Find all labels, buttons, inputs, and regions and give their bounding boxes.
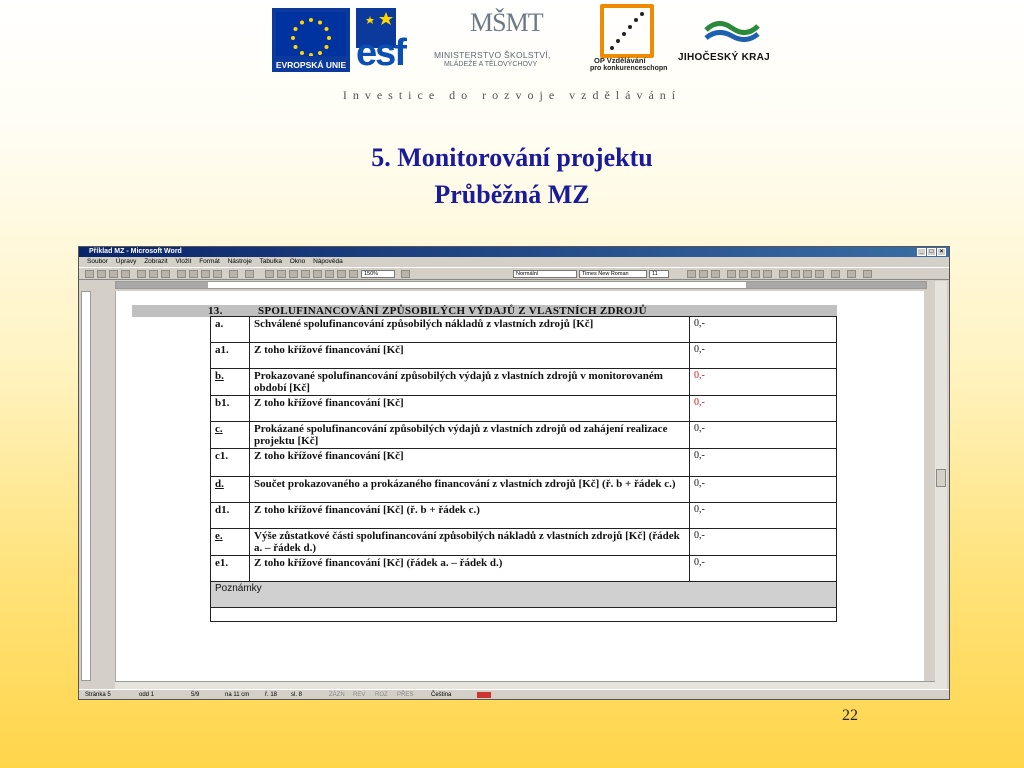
status-pres[interactable]: PŘES bbox=[397, 692, 414, 698]
format-painter-icon[interactable] bbox=[213, 270, 222, 278]
msmt-mark: MŠMT bbox=[470, 8, 543, 37]
doc-map-icon[interactable] bbox=[337, 270, 346, 278]
menu-bar bbox=[79, 257, 949, 267]
row-code: d. bbox=[211, 477, 250, 503]
undo-icon[interactable] bbox=[229, 270, 238, 278]
table-row bbox=[211, 369, 837, 396]
status-rev[interactable]: REV bbox=[353, 692, 366, 698]
row-code: b. bbox=[211, 369, 250, 396]
tables-icon[interactable] bbox=[277, 270, 286, 278]
close-icon[interactable]: × bbox=[937, 248, 946, 256]
row-code: e1. bbox=[211, 556, 250, 582]
eu-logo bbox=[272, 8, 350, 72]
font-select[interactable]: Times New Roman bbox=[579, 270, 647, 278]
status-language: Čeština bbox=[431, 692, 452, 698]
table-row bbox=[211, 556, 837, 582]
table-row bbox=[211, 317, 837, 343]
row-label: Schválené spolufinancování způsobilých nákladů z vlastních zdrojů [Kč] bbox=[250, 317, 690, 343]
slide-title: 5. Monitorování projektu bbox=[371, 143, 653, 172]
slide-subtitle: Průběžná MZ bbox=[434, 180, 590, 209]
eu-caption: EVROPSKÁ UNIE bbox=[275, 60, 347, 70]
paste-icon[interactable] bbox=[201, 270, 210, 278]
font-color-icon[interactable] bbox=[863, 270, 872, 278]
numbering-icon[interactable] bbox=[779, 270, 788, 278]
print-icon[interactable] bbox=[137, 270, 146, 278]
style-select[interactable]: Normální bbox=[513, 270, 577, 278]
row-value[interactable]: 0,- bbox=[690, 369, 837, 396]
financing-table bbox=[210, 316, 837, 622]
preview-icon[interactable] bbox=[149, 270, 158, 278]
menu-nastroje[interactable]: Nástroje bbox=[227, 258, 252, 265]
toolbar bbox=[79, 267, 949, 280]
table-row bbox=[211, 396, 837, 422]
status-section: odd 1 bbox=[139, 692, 155, 698]
excel-icon[interactable] bbox=[301, 270, 310, 278]
menu-format[interactable]: Formát bbox=[199, 258, 220, 265]
redo-icon[interactable] bbox=[245, 270, 254, 278]
section-number: 13. bbox=[208, 305, 223, 317]
tagline: Investice do rozvoje vzdělávání bbox=[342, 88, 682, 102]
vertical-scrollbar[interactable] bbox=[935, 281, 947, 689]
esf-logo bbox=[356, 8, 430, 72]
op-line1: OP Vzdělávání bbox=[594, 56, 646, 65]
page-number: 22 bbox=[842, 707, 858, 724]
row-code: c. bbox=[211, 422, 250, 449]
table-row bbox=[211, 422, 837, 449]
pilcrow-icon[interactable] bbox=[349, 270, 358, 278]
email-icon[interactable] bbox=[121, 270, 130, 278]
indent-icon[interactable] bbox=[815, 270, 824, 278]
open-icon[interactable] bbox=[97, 270, 106, 278]
msmt-line1: MINISTERSTVO ŠKOLSTVÍ, bbox=[434, 50, 551, 60]
row-label: Prokázané spolufinancování způsobilých výdajů z vlastních zdrojů od zahájení realizace projektu [Kč] bbox=[250, 422, 690, 449]
columns-icon[interactable] bbox=[313, 270, 322, 278]
row-value[interactable]: 0,- bbox=[690, 529, 837, 556]
table-row bbox=[211, 343, 837, 369]
underline-icon[interactable] bbox=[711, 270, 720, 278]
menu-vlozit[interactable]: Vložit bbox=[175, 258, 192, 265]
border-icon[interactable] bbox=[831, 270, 840, 278]
insert-table-icon[interactable] bbox=[289, 270, 298, 278]
eu-flag-icon bbox=[276, 12, 346, 56]
menu-zobrazit[interactable]: Zobrazit bbox=[144, 258, 168, 265]
table-row bbox=[211, 503, 837, 529]
notes-empty-row bbox=[211, 608, 837, 622]
row-label: Výše zůstatkové části spolufinancování způsobilých nákladů z vlastních zdrojů [Kč] (řádek a. – řádek d.) bbox=[250, 529, 690, 556]
msmt-logo bbox=[434, 8, 566, 72]
row-label: Z toho křížové financování [Kč] bbox=[250, 449, 690, 477]
minimize-icon[interactable]: _ bbox=[917, 248, 926, 256]
bold-icon[interactable] bbox=[687, 270, 696, 278]
vertical-ruler[interactable] bbox=[81, 291, 91, 681]
kraj-name: JIHOČESKÝ KRAJ bbox=[678, 52, 770, 63]
status-bar bbox=[79, 689, 949, 700]
row-value[interactable]: 0,- bbox=[690, 422, 837, 449]
status-rec[interactable]: ZÁZN bbox=[329, 692, 345, 698]
row-code: d1. bbox=[211, 503, 250, 529]
new-doc-icon[interactable] bbox=[85, 270, 94, 278]
menu-okno[interactable]: Okno bbox=[289, 258, 306, 265]
horizontal-ruler[interactable] bbox=[115, 281, 927, 289]
maximize-icon[interactable]: □ bbox=[927, 248, 936, 256]
status-position: na 11 cm bbox=[225, 692, 250, 698]
row-label: Z toho křížové financování [Kč] (ř. b + řádek c.) bbox=[250, 503, 690, 529]
align-center-icon[interactable] bbox=[739, 270, 748, 278]
row-code: e. bbox=[211, 529, 250, 556]
row-code: a. bbox=[211, 317, 250, 343]
spelling-status-icon[interactable] bbox=[477, 692, 491, 698]
window-title: Příklad MZ - Microsoft Word bbox=[89, 248, 182, 255]
save-icon[interactable] bbox=[109, 270, 118, 278]
row-label: Z toho křížové financování [Kč] bbox=[250, 396, 690, 422]
row-label: Z toho křížové financování [Kč] (řádek a. – řádek d.) bbox=[250, 556, 690, 582]
align-right-icon[interactable] bbox=[751, 270, 760, 278]
menu-napoveda[interactable]: Nápověda bbox=[313, 258, 343, 265]
drawing-icon[interactable] bbox=[325, 270, 334, 278]
op-logo bbox=[590, 4, 668, 76]
status-roz[interactable]: ROZ bbox=[375, 692, 388, 698]
row-label: Součet prokazovaného a prokázaného financování z vlastních zdrojů [Kč] (ř. b + řádek c.) bbox=[250, 477, 690, 503]
outdent-icon[interactable] bbox=[803, 270, 812, 278]
notes-row bbox=[211, 582, 837, 608]
msmt-line2: MLÁDEŽE A TĚLOVÝCHOVY bbox=[444, 61, 538, 68]
table-row bbox=[211, 529, 837, 556]
row-value[interactable]: 0,- bbox=[690, 503, 837, 529]
justify-icon[interactable] bbox=[763, 270, 772, 278]
status-line: ř. 18 bbox=[265, 692, 278, 698]
op-line2: pro konkurenceschopn bbox=[590, 65, 668, 72]
row-value[interactable]: 0,- bbox=[690, 477, 837, 503]
status-pages: 5/9 bbox=[191, 692, 200, 698]
font-size-select[interactable]: 11 bbox=[649, 270, 669, 278]
align-left-icon[interactable] bbox=[727, 270, 736, 278]
row-value[interactable]: 0,- bbox=[690, 317, 837, 343]
hyperlink-icon[interactable] bbox=[265, 270, 274, 278]
row-code: c1. bbox=[211, 449, 250, 477]
table-row bbox=[211, 449, 837, 477]
row-code: a1. bbox=[211, 343, 250, 369]
jihocesky-kraj-logo bbox=[676, 18, 786, 68]
ruler-left-margin bbox=[116, 282, 208, 288]
menu-upravy[interactable]: Úpravy bbox=[115, 258, 137, 265]
copy-icon[interactable] bbox=[189, 270, 198, 278]
notes-label[interactable]: Poznámky bbox=[211, 582, 837, 608]
status-column: sl. 8 bbox=[291, 692, 303, 698]
row-label: Prokazované spolufinancování způsobilých výdajů z vlastních zdrojů v monitorovaném období [Kč] bbox=[250, 369, 690, 396]
spellcheck-icon[interactable] bbox=[161, 270, 170, 278]
highlight-icon[interactable] bbox=[847, 270, 856, 278]
menu-soubor[interactable]: Soubor bbox=[87, 258, 108, 265]
table-row bbox=[211, 477, 837, 503]
help-icon[interactable] bbox=[401, 270, 410, 278]
row-value[interactable]: 0,- bbox=[690, 449, 837, 477]
op-frame-icon bbox=[600, 4, 654, 58]
italic-icon[interactable] bbox=[699, 270, 708, 278]
notes-content[interactable] bbox=[211, 608, 837, 622]
cut-icon[interactable] bbox=[177, 270, 186, 278]
ruler-right-margin bbox=[746, 282, 926, 288]
row-value[interactable]: 0,- bbox=[690, 396, 837, 422]
section-title: SPOLUFINANCOVÁNÍ ZPŮSOBILÝCH VÝDAJŮ Z VLASTNÍCH ZDROJŮ bbox=[258, 305, 647, 317]
row-value[interactable]: 0,- bbox=[690, 343, 837, 369]
kraj-wave-icon bbox=[704, 18, 760, 44]
row-value[interactable]: 0,- bbox=[690, 556, 837, 582]
row-label: Z toho křížové financování [Kč] bbox=[250, 343, 690, 369]
scrollbar-thumb[interactable] bbox=[936, 469, 946, 487]
zoom-select[interactable]: 150% bbox=[361, 270, 395, 278]
status-page: Stránka 5 bbox=[85, 692, 111, 698]
esf-text: esf bbox=[356, 32, 405, 74]
menu-tabulka[interactable]: Tabulka bbox=[259, 258, 282, 265]
window-title-bar bbox=[79, 247, 949, 257]
bullets-icon[interactable] bbox=[791, 270, 800, 278]
row-code: b1. bbox=[211, 396, 250, 422]
